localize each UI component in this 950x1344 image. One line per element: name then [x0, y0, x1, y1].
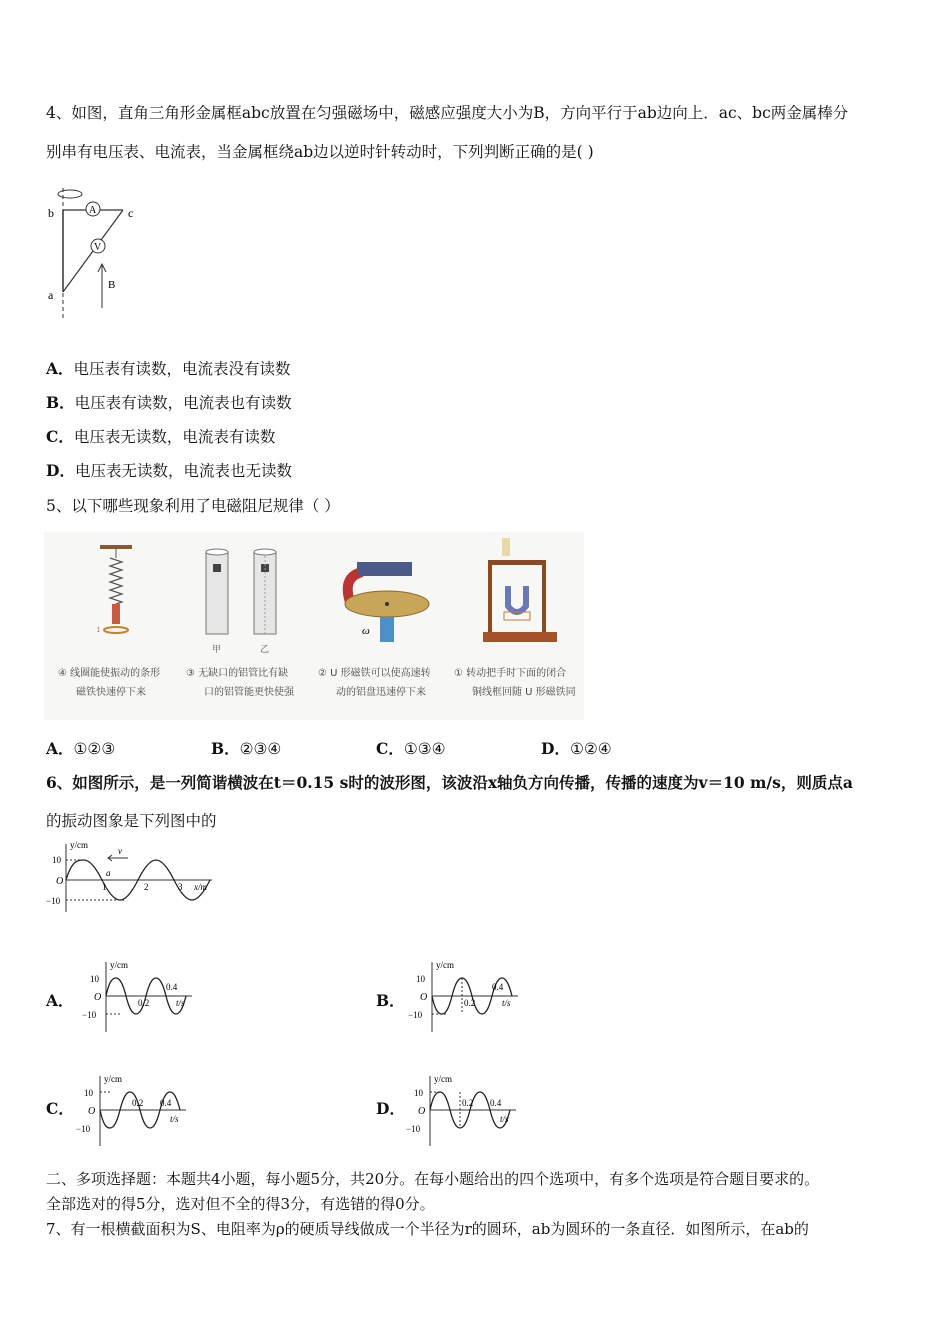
svg-text:−10: −10	[408, 1010, 423, 1020]
svg-text:10: 10	[90, 974, 99, 984]
svg-text:y/cm: y/cm	[436, 960, 454, 970]
q4-triangle-figure	[40, 180, 150, 325]
q4-option-a: A．电压表有读数，电流表没有读数	[46, 359, 291, 378]
svg-text:0.4: 0.4	[490, 1098, 502, 1108]
q5-panel1-caption: ④ 线圈能使振动的条形 磁铁快速停下来	[58, 668, 161, 698]
svg-text:O: O	[94, 992, 102, 1003]
wave-xlabel: x/m	[194, 882, 207, 892]
q5-panel2-caption: ③ 无缺口的铝管比有缺 口的铝管能更快使强	[186, 668, 294, 698]
svg-text:−10: −10	[76, 1124, 91, 1134]
wave-x2: 2	[144, 882, 149, 892]
q6-option-c-graph	[76, 1072, 196, 1152]
q5-option-d: D．①②④	[541, 739, 612, 758]
q6-wave-graph	[44, 838, 224, 918]
svg-text:O: O	[88, 1106, 96, 1117]
svg-text:10: 10	[414, 1088, 423, 1098]
q6-option-c-label: C．	[46, 1099, 74, 1118]
svg-text:y/cm: y/cm	[104, 1074, 122, 1084]
tube-label-jia: 甲	[212, 644, 222, 654]
svg-text:10: 10	[84, 1088, 93, 1098]
svg-text:y/cm: y/cm	[110, 960, 128, 970]
label-B: B	[108, 279, 116, 291]
wave-x1: 1	[102, 882, 107, 892]
q6-option-a-graph	[82, 958, 202, 1038]
svg-text:O: O	[420, 992, 428, 1003]
q4-text-line1: 4、如图，直角三角形金属框abc放置在匀强磁场中，磁感应强度大小为B，方向平行于ab边向上．ac、bc两金属棒分	[46, 104, 849, 122]
q4-option-b: B．电压表有读数，电流表也有读数	[46, 393, 292, 412]
label-b: b	[48, 206, 54, 220]
wave-x3: 3	[178, 882, 183, 892]
q5-panel2-tubes	[192, 544, 292, 659]
q5-panel1-spring	[90, 540, 150, 645]
wave-yneg: −10	[46, 896, 61, 906]
svg-text:t/s: t/s	[500, 1114, 509, 1124]
q5-panel3-disk	[322, 552, 432, 652]
q6-option-d-label: D．	[376, 1099, 405, 1118]
svg-text:−10: −10	[82, 1010, 97, 1020]
q5-text-line1: 5、以下哪些现象利用了电磁阻尼规律（ ）	[46, 497, 340, 515]
wave-velocity: v	[118, 846, 122, 856]
q6-option-a-label: A．	[46, 991, 74, 1010]
q5-option-a: A．①②③	[46, 739, 116, 758]
q4-option-c: C．电压表无读数，电流表有读数	[46, 427, 276, 446]
q4-text-line2: 别串有电压表、电流表，当金属框绕ab边以逆时针转动时，下列判断正确的是( )	[46, 143, 594, 161]
q6-option-d-graph	[406, 1072, 526, 1152]
wave-ylabel: y/cm	[70, 840, 88, 850]
q5-panel4-frame	[480, 536, 565, 651]
q6-text-line1: 6、如图所示，是一列简谐横波在t＝0.15 s时的波形图，该波沿x轴负方向传播，传播的速度为v＝10 m/s，则质点a	[46, 773, 853, 792]
q5-panel3-caption: ② U 形磁铁可以使高速转 动的铝盘迅速停下来	[318, 668, 431, 698]
q6-text-line2: 的振动图象是下列图中的	[46, 812, 217, 830]
svg-text:0.2: 0.2	[138, 998, 150, 1008]
label-a: a	[48, 288, 54, 302]
omega-label: ω	[362, 625, 370, 637]
q6-option-b-graph	[408, 958, 528, 1038]
q6-option-b-label: B．	[376, 991, 405, 1010]
svg-text:−10: −10	[406, 1124, 421, 1134]
section2-line2: 全部选对的得5分，选对但不全的得3分，有选错的得0分。	[46, 1195, 435, 1213]
voltmeter-label: V	[94, 242, 102, 253]
svg-text:0.2: 0.2	[132, 1098, 144, 1108]
svg-text:t/s: t/s	[170, 1114, 179, 1124]
label-c: c	[128, 206, 134, 220]
svg-text:O: O	[418, 1106, 426, 1117]
svg-text:0.2: 0.2	[464, 998, 476, 1008]
wave-point-a: a	[106, 868, 111, 878]
svg-text:↕: ↕	[96, 624, 101, 634]
wave-origin: O	[56, 876, 64, 887]
svg-text:0.4: 0.4	[160, 1098, 172, 1108]
svg-text:t/s: t/s	[176, 998, 185, 1008]
q5-option-c: C．①③④	[376, 739, 446, 758]
q5-option-b: B．②③④	[211, 739, 282, 758]
svg-text:t/s: t/s	[502, 998, 511, 1008]
svg-text:0.4: 0.4	[166, 982, 178, 992]
q7-text-line1: 7、有一根横截面积为S、电阻率为ρ的硬质导线做成一个半径为r的圆环，ab为圆环的一条直径．如图所示，在ab的	[46, 1220, 809, 1238]
svg-text:10: 10	[416, 974, 425, 984]
q5-panel4-caption: ① 转动把手时下面的闭合 铜线框回随 U 形磁铁同	[454, 668, 576, 698]
tube-label-yi: 乙	[260, 644, 270, 654]
svg-text:0.4: 0.4	[492, 982, 504, 992]
q4-option-d: D．电压表无读数，电流表也无读数	[46, 461, 292, 480]
ammeter-label: A	[89, 205, 97, 216]
svg-text:0.2: 0.2	[462, 1098, 474, 1108]
wave-ypos: 10	[52, 855, 61, 865]
svg-text:y/cm: y/cm	[434, 1074, 452, 1084]
section2-line1: 二、多项选择题：本题共4小题，每小题5分，共20分。在每小题给出的四个选项中，有多个选项是符合题目要求的。	[46, 1170, 820, 1188]
